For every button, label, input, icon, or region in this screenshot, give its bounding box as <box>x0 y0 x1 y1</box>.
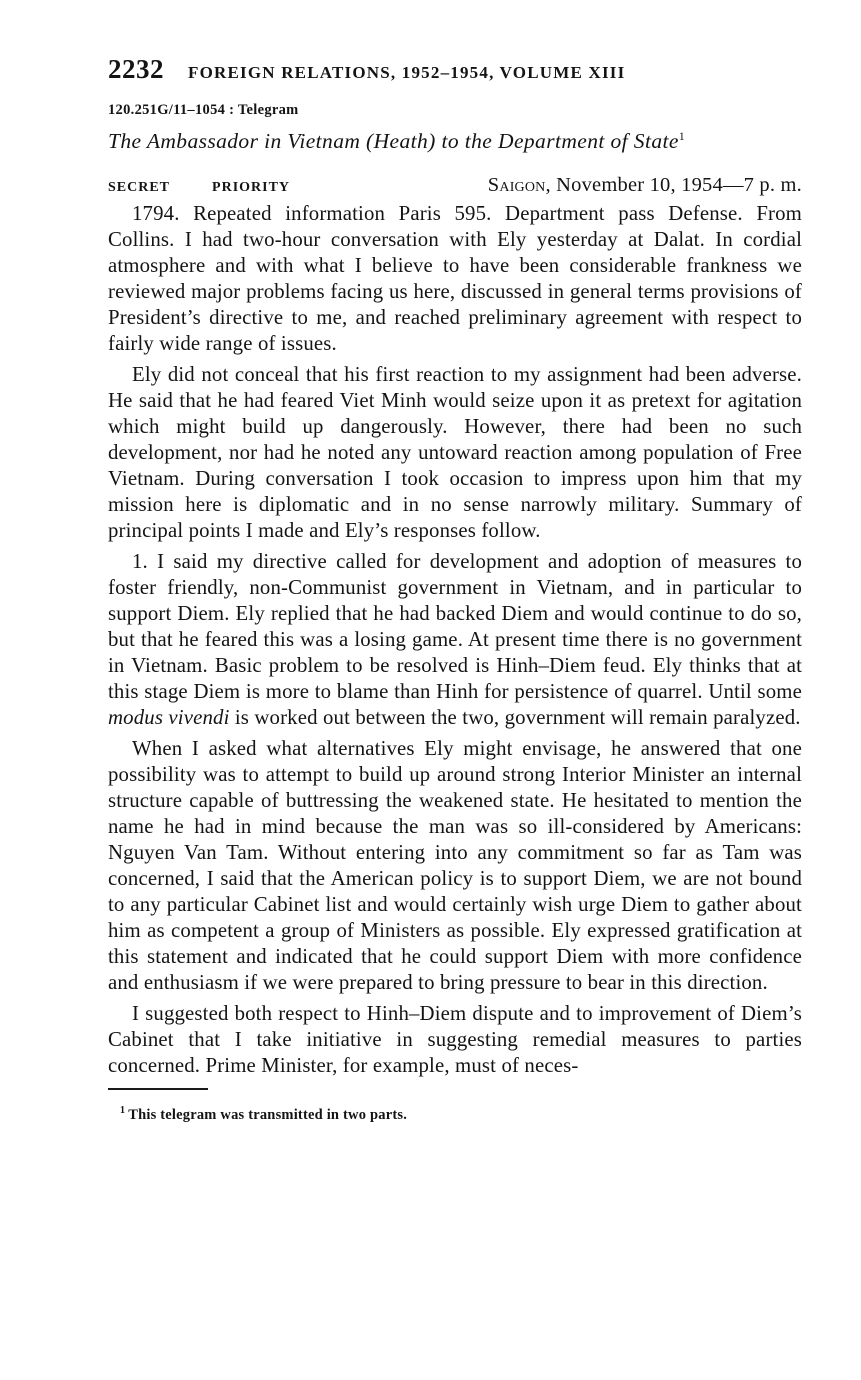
dateline <box>488 174 802 197</box>
running-head <box>108 54 802 88</box>
paragraph-4: When I asked what alternatives Ely might envisage, he answered that one possibility was to attempt to build up around strong Interior Minister an internal structure capable of buttressing the weakened state. He hesitated to mention the name he had in mind because the man was so ill-considered by Americans: Nguyen Van Tam. Without entering into any commitment so far as Tam was concerned, I said that the American policy is to support Diem, we are not bound to any particular Cabinet list and would certainly wish urge Diem to gather about him as competent a group of Ministers as possible. Ely expressed gratification at this statement and indicated that he could support Diem with more confidence and enthusiasm if we were prepared to bring pressure to bear in this direction. <box>108 737 802 995</box>
document-title-text: The Ambassador in Vietnam (Heath) to the Department of State <box>108 129 679 154</box>
paragraph-3-italic: modus vivendi <box>108 706 230 730</box>
precedence: PRIORITY <box>212 180 291 196</box>
page-number: 2232 <box>108 54 164 84</box>
footnote <box>120 1105 802 1124</box>
document-title <box>108 129 802 154</box>
footnote-divider <box>108 1088 208 1090</box>
running-title: FOREIGN RELATIONS, 1952–1954, VOLUME XIII <box>188 63 626 82</box>
paragraph-2: Ely did not conceal that his first reaction to my assignment had been adverse. He said that he had feared Viet Minh would seize upon it as pretext for agitation which might build up dangerously. However, there had been no such development, nor had he noted any untoward reaction among population of Free Vietnam. During conversation I took occasion to impress upon him that my mission here is diplomatic and in no sense narrowly military. Summary of principal points I made and Ely’s responses follow. <box>108 363 802 543</box>
classification-line <box>108 174 802 197</box>
file-reference: 120.251G/11–1054 : Telegram <box>108 102 299 118</box>
document-page <box>108 54 802 1124</box>
footnote-marker: 1 <box>120 1105 126 1117</box>
paragraph-1: 1794. Repeated information Paris 595. Department pass Defense. From Collins. I had two-hour conversation with Ely yesterday at Dalat. In cordial atmosphere and with what I believe to have been considerable frankness we reviewed major problems facing us here, discussed in general terms provisions of President’s directive to me, and reached preliminary agreement with respect to fairly wide range of issues. <box>108 202 802 356</box>
paragraph-3 <box>108 549 802 731</box>
footnote-text: This telegram was transmitted in two parts. <box>128 1106 408 1123</box>
paragraph-3-text-b: is worked out between the two, government will remain paralyzed. <box>229 706 801 730</box>
paragraph-3-text-a: 1. I said my directive called for development and adoption of measures to foster friendly, non-Communist government in Vietnam, and in particular to support Diem. Ely replied that he had backed Diem and would continue to do so, but that he feared this was a losing game. At present time there is no government in Vietnam. Basic problem to be resolved is Hinh–Diem feud. Ely thinks that at this stage Diem is more to blame than Hinh for persistence of quarrel. Until some <box>108 550 802 704</box>
classification: SECRET <box>108 180 171 196</box>
dateline-place: Saigon <box>487 174 546 197</box>
paragraph-5: I suggested both respect to Hinh–Diem dispute and to improvement of Diem’s Cabinet that I take initiative in suggesting remedial measures to parties concerned. Prime Minister, for example, must of neces- <box>108 1002 802 1078</box>
title-footnote-marker: 1 <box>678 129 686 143</box>
dateline-date: , November 10, 1954—7 p. m. <box>545 174 802 197</box>
telegram-body <box>108 201 802 1079</box>
